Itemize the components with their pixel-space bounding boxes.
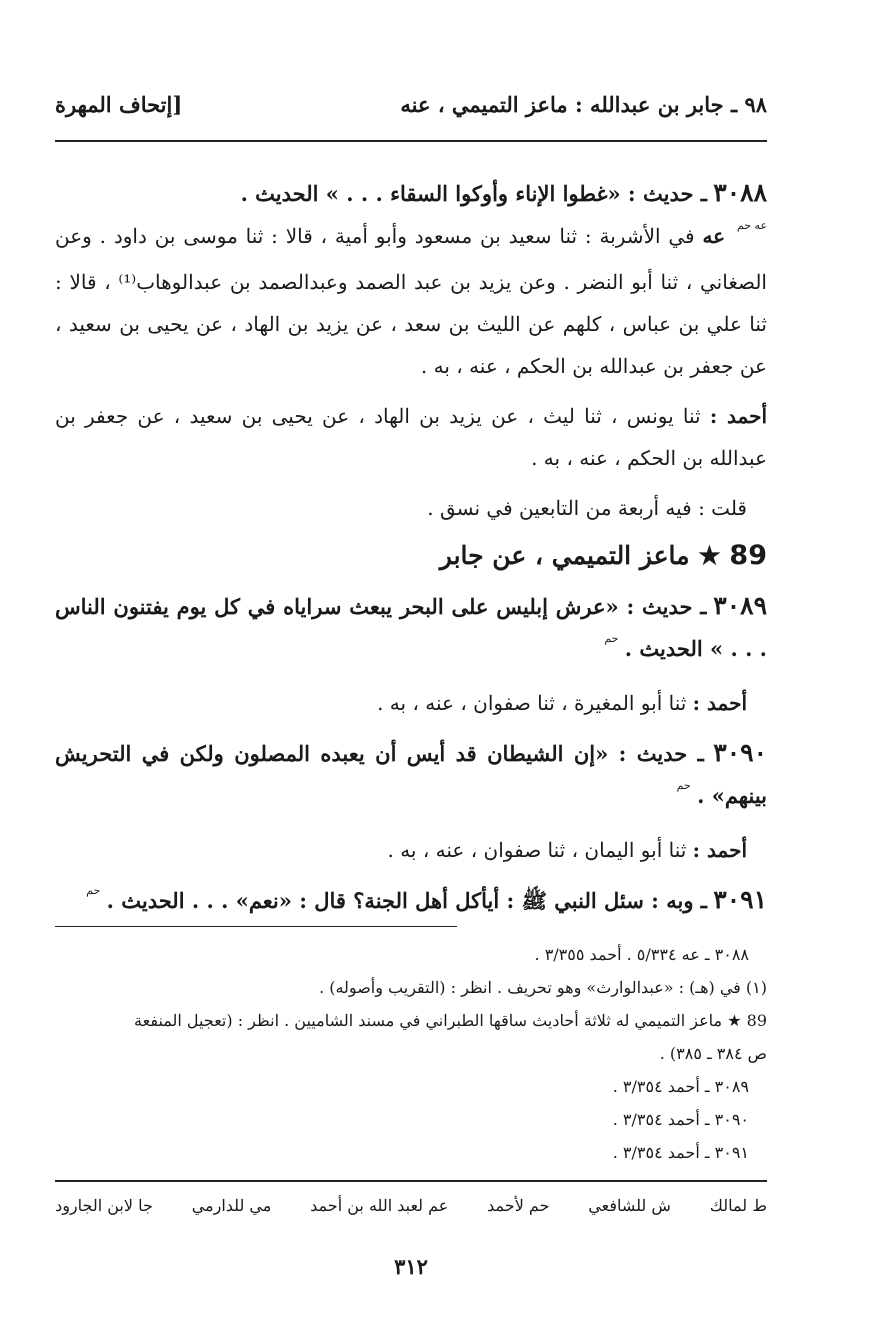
hadith-entry-3089 [55, 585, 767, 674]
header-title: ٩٨ ـ جابر بن عبدالله : ماعز التميمي ، عنه [400, 92, 767, 117]
footnote: ٣٠٨٩ ـ أحمد ٣/٣٥٤ . [612, 1077, 749, 1096]
hadith-number: ٣٠٩١ [713, 885, 767, 914]
chapter-title: ماعز التميمي ، عن جابر [439, 541, 690, 570]
isnad-paragraph [55, 215, 767, 387]
header-book-title: [إتحاف المهرة [55, 92, 183, 117]
footnote: 89 ★ ماعز التميمي له ثلاثة أحاديث ساقها الطبراني في مسند الشاميين . انظر : (تعجيل المنفعة [134, 1011, 767, 1030]
legend-item: عم لعبد الله بن أحمد [310, 1196, 449, 1215]
source-symbols: عه حم [736, 219, 768, 232]
isnad-paragraph [55, 829, 747, 871]
remark-label: قلت : [698, 496, 747, 520]
footnote: ص ٣٨٤ ـ ٣٨٥) . [659, 1044, 767, 1063]
chapter-heading [55, 533, 767, 579]
legend-rule [55, 1180, 767, 1182]
source-label: أحمد : [692, 838, 747, 862]
running-header [55, 92, 767, 128]
chapter-number: 89 [729, 540, 767, 571]
hadith-text: ـ حديث : «غطوا الإناء وأوكوا السقاء . . . » الحديث . [240, 181, 707, 206]
hadith-number: ٣٠٨٨ [713, 178, 767, 207]
legend-item: ط لمالك [709, 1196, 767, 1215]
legend-item: جا لابن الجارود [55, 1196, 153, 1215]
hadith-number: ٣٠٨٩ [713, 591, 768, 620]
source-symbols: حم [86, 884, 101, 897]
footnote: ٣٠٨٨ ـ عه ٥/٣٣٤ . أحمد ٣/٣٥٥ . [534, 945, 749, 964]
source-label: أحمد : [709, 404, 768, 428]
symbol-legend [55, 1196, 767, 1215]
source-label: أحمد : [692, 691, 747, 715]
footnote: ٣٠٩٠ ـ أحمد ٣/٣٥٤ . [612, 1110, 749, 1129]
hadith-text: ـ وبه : سئل النبي ﷺ : أيأكل أهل الجنة؟ قال : «نعم» . . . الحديث . [106, 888, 707, 913]
isnad-text: ثنا يونس ، ثنا ليث ، عن يزيد بن الهاد ، عن يحيى بن سعيد ، عن جعفر بن عبدالله بن الحكم ، عنه ، به . [55, 404, 767, 470]
main-text [55, 172, 767, 926]
header-rule [55, 140, 767, 142]
remark-paragraph [55, 487, 747, 529]
footnote-rule [55, 926, 457, 927]
legend-item: ش للشافعي [588, 1196, 671, 1215]
hadith-text: ـ حديث : «إن الشيطان قد أيس أن يعبده المصلون ولكن في التحريش بينهم» . [55, 741, 767, 808]
book-page [55, 0, 767, 1332]
footnotes [55, 938, 767, 1169]
isnad-text: ثنا أبو المغيرة ، ثنا صفوان ، عنه ، به . [377, 691, 687, 715]
remark-text: فيه أربعة من التابعين في نسق . [427, 496, 692, 520]
isnad-text: في الأشربة : ثنا سعيد بن مسعود وأبو أمية ، قالا : ثنا موسى بن داود . وعن الصغاني ، ثنا أبو النضر . وعن يزيد بن عبد الصمد وعبدالصمد بن عبدالوهاب⁽¹⁾ ، قالا : ثنا علي بن عباس ، كلهم عن الليث بن سعد ، عن يزيد بن الهاد ، عن يحيى بن سعيد ، عن جعفر بن عبدالله بن الحكم ، عنه ، به . [55, 224, 767, 378]
hadith-entry-3090 [55, 732, 767, 821]
hadith-text: ـ حديث : «عرش إبليس على البحر يبعث سراياه في كل يوم يفتنون الناس . . . » الحديث . [55, 594, 767, 661]
source-symbols: حم [676, 779, 691, 792]
legend-item: حم لأحمد [487, 1196, 550, 1215]
source-symbols: حم [604, 632, 619, 645]
source-label: عه [702, 224, 726, 248]
hadith-number: ٣٠٩٠ [713, 738, 768, 767]
legend-item: مي للدارمي [191, 1196, 272, 1215]
star-icon: ★ [698, 541, 721, 570]
hadith-entry-3088 [55, 172, 767, 215]
page-number: ٣١٢ [394, 1254, 428, 1279]
isnad-text: ثنا أبو اليمان ، ثنا صفوان ، عنه ، به . [387, 838, 687, 862]
hadith-entry-3091 [55, 879, 767, 926]
footnote: (١) في (هـ) : «عبدالوارث» وهو تحريف . انظر : (التقريب وأصوله) . [319, 978, 767, 997]
isnad-paragraph [55, 682, 747, 724]
footnote: ٣٠٩١ ـ أحمد ٣/٣٥٤ . [612, 1143, 749, 1162]
isnad-paragraph [55, 395, 767, 479]
